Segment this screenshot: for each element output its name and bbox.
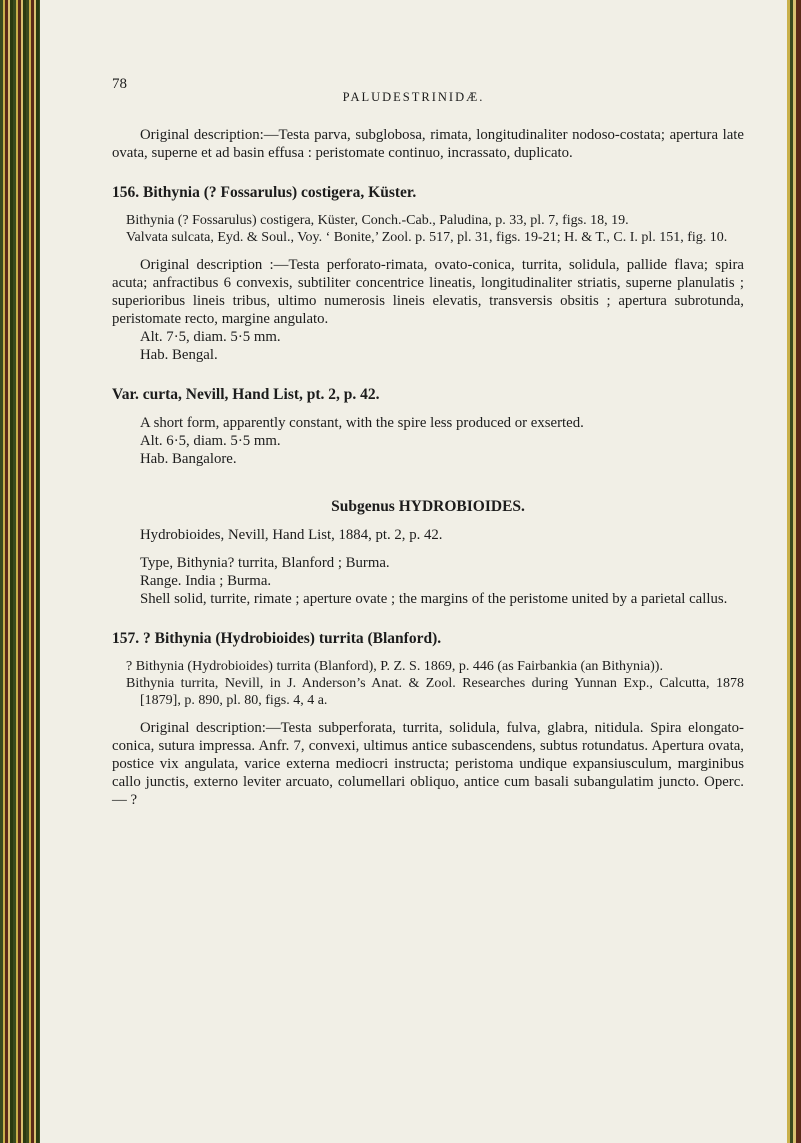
- variety-description: A short form, apparently constant, with the spire less produced or exserted.: [140, 415, 584, 431]
- species-heading: 156. Bithynia (? Fossarulus) costigera, Küster.: [112, 184, 417, 201]
- habitat: Hab. Bengal.: [140, 347, 218, 363]
- book-page: [40, 0, 787, 1143]
- book-binding-right: [787, 0, 801, 1143]
- running-title: PALUDESTRINIDÆ.: [342, 90, 485, 104]
- synonymy-reference: Bithynia (? Fossarulus) costigera, Küster, Conch.-Cab., Paludina, p. 33, pl. 7, figs. 18, 19.: [126, 213, 629, 228]
- page-number: 78: [112, 76, 127, 92]
- habitat: Hab. Bangalore.: [140, 451, 237, 467]
- original-description-paragraph: Original description :—Testa perforato-rimata, ovato-conica, turrita, solidula, pallide flava; spira acuta; anfractibus 6 convexis, subtiliter concentrice lineatis, longitudinaliter striatis, superne planulatis ; superioribus lineis tribus, ultimo numerosis lineis elevatis, transversis obsitis ; apertura subrotunda, peristomate recto, margine angulato.: [112, 257, 744, 327]
- synonymy-reference: ? Bithynia (Hydrobioides) turrita (Blanford), P. Z. S. 1869, p. 446 (as Fairbankia (an Bithynia)).: [126, 659, 663, 674]
- subgenus-reference: Hydrobioides, Nevill, Hand List, 1884, pt. 2, p. 42.: [140, 527, 443, 543]
- subgenus-heading: Subgenus HYDROBIOIDES.: [331, 498, 525, 515]
- measurements: Alt. 7·5, diam. 5·5 mm.: [140, 329, 281, 345]
- book-binding-left: [0, 0, 40, 1143]
- original-description-paragraph: Original description:—Testa parva, subglobosa, rimata, longitudinaliter nodoso-costata; apertura late ovata, superne et ad basin effusa : peristomate continuo, incrassato, duplicato.: [112, 127, 744, 161]
- original-description-paragraph: Original description:—Testa subperforata, turrita, solidula, fulva, glabra, nitidula. Spira elongato-conica, sutura impressa. Anfr. 7, convexi, ultimus antice subascendens, subtus rotundatus. Apertura ovata, postice vix angulata, varice externa mediocri instructa; peristoma undique expansiusculum, marginibus callo junctis, externo leviter arcuato, columellari obliquo, antice cum basali subangulatim juncto. Operc.— ?: [112, 720, 744, 808]
- subgenus-type: Type, Bithynia? turrita, Blanford ; Burma.: [140, 555, 390, 571]
- page-body: [112, 126, 744, 809]
- synonymy-reference: Valvata sulcata, Eyd. & Soul., Voy. ‘ Bonite,’ Zool. p. 517, pl. 31, figs. 19-21; H. & T., C. I. pl. 151, fig. 10.: [126, 230, 728, 245]
- subgenus-description: Shell solid, turrite, rimate ; aperture ovate ; the margins of the peristome united by a parietal callus.: [140, 591, 728, 607]
- synonymy-reference: Bithynia turrita, Nevill, in J. Anderson’s Anat. & Zool. Researches during Yunnan Exp., Calcutta, 1878 [1879], p. 890, pl. 80, figs. 4, 4 a.: [126, 676, 744, 708]
- variety-heading: Var. curta, Nevill, Hand List, pt. 2, p. 42.: [112, 386, 380, 403]
- subgenus-range: Range. India ; Burma.: [140, 573, 272, 589]
- species-heading: 157. ? Bithynia (Hydrobioides) turrita (Blanford).: [112, 630, 442, 647]
- measurements: Alt. 6·5, diam. 5·5 mm.: [140, 433, 281, 449]
